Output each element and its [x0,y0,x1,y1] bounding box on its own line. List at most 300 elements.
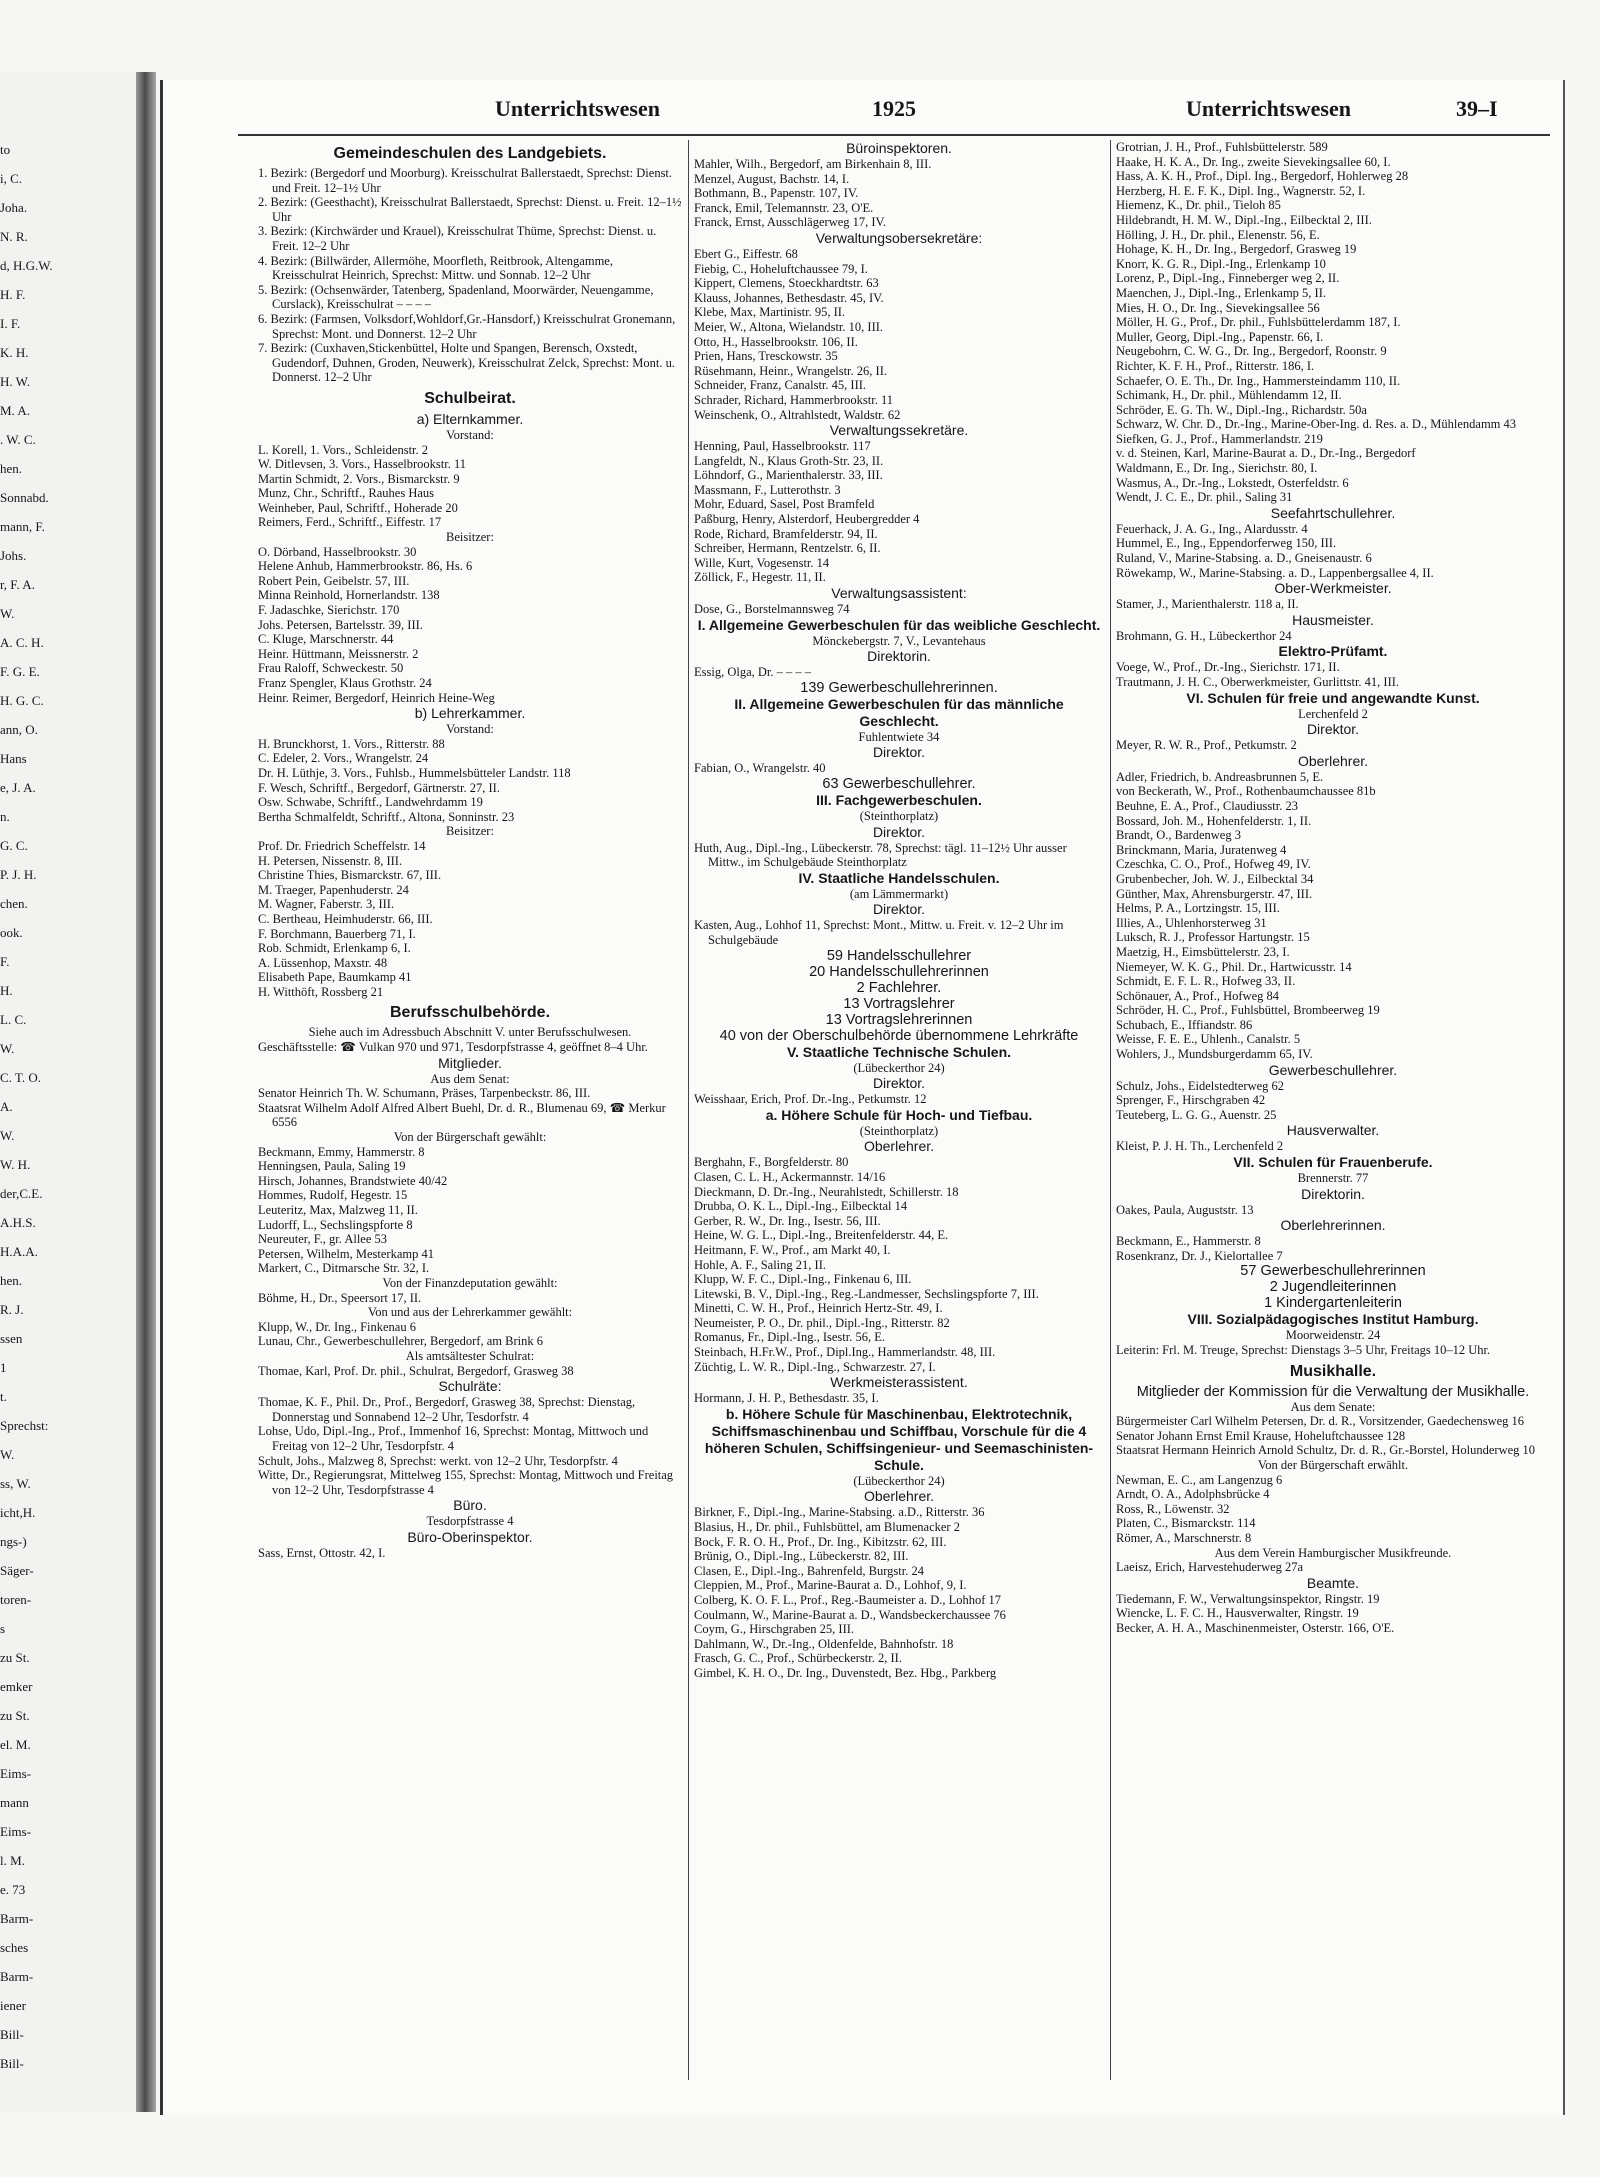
entry: Becker, A. H. A., Maschinenmeister, Osterstr. 166, O'E. [1116,1620,1395,1635]
school-heading: VI. Schulen für freie und angewandte Kunst. [1186,689,1480,706]
staff-count: 20 Handelsschullehrerinnen [809,963,989,980]
staff-count: 2 Fachlehrer. [856,979,942,996]
entry: Schubach, E., Iffiandstr. 86 [1116,1017,1253,1032]
section-heading: Musikhalle. [1289,1362,1377,1380]
entry: Menzel, August, Bachstr. 14, I. [694,171,850,186]
facing-page-text: N. R. [0,229,28,244]
facing-page-text: chen. [0,896,28,911]
entry: Lohse, Udo, Dipl.-Ing., Prof., Immenhof 16, Sprechst: Montag, Mittwoch und Freitag von 12–2 Uhr, Tesdorpfstr. 4 [258,1424,649,1453]
centered-note: Aus dem Senat: [430,1071,510,1086]
centered-note: Beisitzer: [446,824,494,839]
entry: Voege, W., Prof., Dr.-Ing., Sierichstr. 171, II. [1116,660,1340,675]
entry: Löhndorf, G., Marienthalerstr. 33, III. [694,468,883,483]
entry: Knorr, K. G. R., Dipl.-Ing., Erlenkamp 10 [1116,256,1326,271]
subsection-heading: Schulräte: [438,1378,502,1395]
entry: Markert, C., Ditmarsche Str. 32, I. [258,1261,430,1276]
entry: Munz, Chr., Schriftf., Rauhes Haus [258,486,435,501]
entry: Maenchen, J., Dipl.-Ing., Erlenkamp 5, II. [1116,285,1327,300]
entry: Coym, G., Hirschgraben 25, III. [694,1622,855,1637]
facing-page-text: F. [0,954,10,969]
facing-page-text: sches [0,1940,29,1955]
entry: Dr. H. Lüthje, 3. Vors., Fuhlsb., Hummelsbütteler Landstr. 118 [258,765,571,780]
entry: Möller, H. G., Prof., Dr. phil., Fuhlsbüttelerdamm 187, I. [1116,315,1401,330]
entry: Clasen, E., Dipl.-Ing., Bahrenfeld, Burgstr. 24 [694,1563,924,1578]
entry: Colberg, K. O. F. L., Prof., Reg.-Baumeister a. D., Lohhof 17 [694,1593,1002,1607]
entry: Grubenbecher, Joh. W. J., Eilbecktal 34 [1116,871,1314,886]
facing-page-text: W. [0,1128,15,1143]
entry: Minna Reinhold, Hornerlandstr. 138 [258,588,440,603]
facing-page-text: H.A.A. [0,1244,38,1259]
subsection-heading: Hausverwalter. [1286,1122,1380,1139]
entry: Helms, P. A., Lortzingstr. 15, III. [1116,901,1280,916]
entry: Brünig, O., Dipl.-Ing., Lübeckerstr. 82, III. [694,1549,909,1564]
entry: Hirsch, Johannes, Brandstwiete 40/42 [258,1173,448,1188]
facing-page-text: i, C. [0,171,23,186]
entry: Frasch, G. C., Prof., Schürbeckerstr. 2, II. [694,1651,902,1666]
entry: Essig, Olga, Dr. – – – – [694,665,812,680]
running-header [160,96,1560,130]
entry: Platen, C., Bismarckstr. 114 [1116,1516,1256,1531]
facing-page-text: H. W. [0,374,30,389]
entry: Klauss, Johannes, Bethesdastr. 45, IV. [694,290,884,305]
facing-page-text: t. [0,1389,7,1404]
entry: Neugebohrn, C. W. G., Dr. Ing., Bergedorf, Roonstr. 9 [1116,344,1387,359]
entry: Arndt, O. A., Adolphsbrücke 4 [1116,1487,1270,1502]
school-heading: III. Fachgewerbeschulen. [816,792,982,808]
entry: Beckmann, Emmy, Hammerstr. 8 [258,1144,425,1159]
entry: Muller, Georg, Dipl.-Ing., Papenstr. 66, I. [1116,329,1324,344]
facing-page-text: icht,H. [0,1505,36,1520]
facing-page-text: e, J. A. [0,780,36,795]
subsection-heading: b) Lehrerkammer. [414,705,526,722]
facing-page-text: s [0,1621,6,1636]
school-heading: II. Allgemeine Gewerbeschulen für das männliche Geschlecht. [734,695,1064,729]
column-divider [688,140,689,2080]
centered-note: Siehe auch im Adressbuch Abschnitt V. unter Berufsschulwesen. [308,1025,632,1040]
entry: Wiencke, L. F. C. H., Hausverwalter, Ringstr. 19 [1116,1606,1359,1621]
facing-page-text: W. [0,1041,15,1056]
entry: Niemeyer, W. K. G., Phil. Dr., Hartwicusstr. 14 [1116,959,1352,974]
facing-page-text: Sonnabd. [0,490,49,505]
staff-count: 13 Vortragslehrer [843,995,955,1012]
entry: Illies, A., Uhlenhorsterweg 31 [1116,915,1267,930]
entry: Leuteritz, Max, Malzweg 11, II. [258,1203,418,1217]
entry: Gimbel, K. H. O., Dr. Ing., Duvenstedt, Bez. Hbg., Parkberg [694,1665,997,1680]
entry: Lunau, Chr., Gewerbeschullehrer, Bergedorf, am Brink 6 [258,1334,543,1349]
facing-page-text: C. T. O. [0,1070,42,1085]
entry: A. Lüssenhop, Maxstr. 48 [258,955,388,970]
entry: M. Traeger, Papenhuderstr. 24 [258,882,409,897]
entry: Schrader, Richard, Hammerbrookstr. 11 [694,392,893,407]
header-left: Unterrichtswesen [495,96,660,121]
entry: 7. Bezirk: (Cuxhaven,Stickenbüttel, Holte und Spangen, Berensch, Oxstedt, Gudendorf, Duhnen, Groden, Neuwerk), Kreisschulrat Zelck, Sprechst: Mont. u. Donnerst. 12–2 Uhr [258,341,676,385]
subsection-heading: Verwaltungssekretäre. [829,422,969,439]
facing-page-text: W. H. [0,1157,31,1172]
entry: F. Wesch, Schriftf., Bergedorf, Gärtnerstr. 27, II. [258,780,500,795]
entry: Witte, Dr., Regierungsrat, Mittelweg 155, Sprechst: Montag, Mittwoch und Freitag von 12–2 Uhr, Tesdorpfstrasse 4 [258,1468,674,1497]
book-gutter [136,72,156,2112]
entry: Otto, H., Hasselbrookstr. 106, II. [694,334,858,349]
entry: Weisshaar, Erich, Prof. Dr.-Ing., Petkumstr. 12 [694,1092,927,1107]
entry: Schaefer, O. E. Th., Dr. Ing., Hammersteindamm 110, II. [1116,373,1401,388]
subsection-heading: Gewerbeschullehrer. [1268,1061,1398,1078]
entry: Römer, A., Marschnerstr. 8 [1116,1530,1252,1545]
entry: Weinschenk, O., Altrahlstedt, Waldstr. 62 [694,407,901,422]
centered-note: (Steinthorplatz) [859,1123,939,1138]
facing-page-text: 1 [0,1360,7,1375]
entry: Züchtig, L. W. R., Dipl.-Ing., Schwarzestr. 27, I. [694,1359,936,1374]
entry: Waldmann, E., Dr. Ing., Sierichstr. 80, I. [1116,461,1318,476]
entry: Meier, W., Altona, Wielandstr. 10, III. [694,319,884,334]
facing-page-text: H. [0,983,13,998]
entry: Brinckmann, Maria, Juratenweg 4 [1116,842,1287,857]
school-heading: VIII. Sozialpädagogisches Institut Hamburg. [1187,1311,1479,1328]
school-heading: b. Höhere Schule für Maschinenbau, Elektrotechnik, Schiffsmaschinenbau und Schiffbau, Vorschule für die 4 höheren Schulen, Schiffsingenieur- und Seemaschinisten-Schule. [704,1405,1094,1473]
entry: 4. Bezirk: (Billwärder, Allermöhe, Moorfleth, Reitbrook, Altengamme, Kreisschulrat Heinrich, Sprechst: Mittw. und Sonnab. 12–2 Uhr [258,253,613,283]
entry: M. Wagner, Faberstr. 3, III. [258,897,395,912]
facing-page-text: iener [0,1998,26,2013]
facing-page-text: toren- [0,1592,32,1607]
entry: Birkner, F., Dipl.-Ing., Marine-Stabsing. a.D., Ritterstr. 36 [694,1505,985,1520]
facing-page-text: l. M. [0,1853,25,1868]
entry: Gerber, R. W., Dr. Ing., Isestr. 56, III. [694,1213,881,1228]
facing-page-text: Sprechst: [0,1418,49,1433]
entry: Bock, F. R. O. H., Prof., Dr. Ing., Kibitzstr. 62, III. [694,1534,947,1549]
entry: Mahler, Wilh., Bergedorf, am Birkenhain 8, III. [694,157,932,171]
entry: Blasius, H., Dr. phil., Fuhlsbüttel, am Blumenacker 2 [694,1520,960,1535]
entry: Schmidt, E. F. L. R., Hofweg 33, II. [1116,974,1296,989]
entry: Hohle, A. F., Saling 21, II. [694,1257,826,1272]
entry: Kippert, Clemens, Stoeckhardtstr. 63 [694,276,879,291]
facing-page-text: der,C.E. [0,1186,43,1201]
entry: Feuerhack, J. A. G., Ing., Alardusstr. 4 [1116,521,1308,536]
entry: Senator Heinrich Th. W. Schumann, Präses, Tarpenbeckstr. 86, III. [258,1086,591,1101]
staff-count: 139 Gewerbeschullehrerinnen. [800,679,998,696]
entry: Senator Johann Ernst Emil Krause, Hoheluftchaussee 128 [1116,1428,1406,1443]
centered-note: Von der Bürgerschaft gewählt: [393,1130,547,1145]
section-heading: Berufsschulbehörde. [389,1004,551,1022]
staff-count: Mitglieder der Kommission für die Verwaltung der Musikhalle. [1136,1383,1530,1400]
centered-note: Vorstand: [446,722,494,737]
entry: Brandt, O., Bardenweg 3 [1116,828,1241,843]
entry: Ruland, V., Marine-Stabsing. a. D., Gneisenaustr. 6 [1116,551,1372,566]
facing-page-fragment [0,72,150,2112]
entry: Hommes, Rudolf, Hegestr. 15 [258,1188,408,1203]
entry: Weisse, F. E. E., Uhlenh., Canalstr. 5 [1116,1032,1301,1047]
subsection-heading: Direktor. [872,744,926,761]
header-right: Unterrichtswesen [1186,96,1351,121]
facing-page-text: I. F. [0,316,21,331]
entry: Neumeister, P. O., Dr. phil., Dipl.-Ing., Ritterstr. 82 [694,1315,950,1330]
entry: Johs. Petersen, Bartelsstr. 39, III. [258,617,423,632]
staff-count: 57 Gewerbeschullehrerinnen [1240,1263,1426,1280]
entry: Leiterin: Frl. M. Treuge, Sprechst: Dienstags 3–5 Uhr, Freitags 10–12 Uhr. [1116,1343,1491,1357]
facing-page-text: Barm- [0,1911,34,1926]
facing-page-text: H. G. C. [0,693,44,708]
facing-page-text: ss, W. [0,1476,31,1491]
school-heading: V. Staatliche Technische Schulen. [786,1043,1012,1060]
entry: Hummel, E., Ing., Eppendorferweg 150, III. [1116,536,1337,551]
entry: Frau Raloff, Schweckestr. 50 [258,661,404,676]
entry: Clasen, C. L. H., Ackermannstr. 14/16 [694,1169,886,1184]
entry: Kasten, Aug., Lohhof 11, Sprechst: Mont., Mittw. u. Freit. v. 12–2 Uhr im Schulgebäude [694,918,1064,947]
entry: von Beckerath, W., Prof., Rothenbaumchaussee 81b [1116,784,1376,799]
subsection-heading: Ober-Werkmeister. [1274,580,1392,597]
entry: H. Brunckhorst, 1. Vors., Ritterstr. 88 [258,736,445,751]
entry: Rosenkranz, Dr. J., Kielortallee 7 [1116,1248,1283,1263]
facing-page-text: Eims- [0,1766,32,1781]
entry: Robert Pein, Geibelstr. 57, III. [258,573,410,588]
entry: Brohmann, G. H., Lübeckerthor 24 [1116,628,1292,643]
facing-page-text: H. F. [0,287,26,302]
entry: Huth, Aug., Dipl.-Ing., Lübeckerstr. 78, Sprechst: tägl. 11–12½ Uhr ausser Mittw., im Schulgebäude Steinthorplatz [694,840,1067,870]
entry: Fabian, O., Wrangelstr. 40 [694,761,826,776]
entry: Schwarz, W. Chr. D., Dr.-Ing., Marine-Ober-Ing. d. Res. a. D., Mühlendamm 43 [1116,417,1517,432]
entry: Franck, Emil, Telemannstr. 23, O'E. [694,200,874,215]
entry: 5. Bezirk: (Ochsenwärder, Tatenberg, Spadenland, Moorwärder, Neuengamme, Curslack), Kreisschulrat – – – – [258,282,654,312]
entry: Günther, Max, Ahrensburgerstr. 47, III. [1116,886,1313,901]
subsection-heading: Werkmeisterassistent. [830,1374,968,1391]
column-divider [1110,140,1111,2080]
centered-note: Fuhlentwiete 34 [858,729,940,744]
subsection-heading: Verwaltungsassistent: [831,585,967,602]
entry: 3. Bezirk: (Kirchwärder und Krauel), Kreisschulrat Thüme, Sprechst: Dienst. u. Freit. 12–2 Uhr [258,224,657,253]
entry: Minetti, C. W. H., Prof., Heinrich Hertz-Str. 49, I. [694,1301,943,1316]
entry: Elisabeth Pape, Baumkamp 41 [258,970,412,985]
subsection-heading: Direktor. [872,823,926,840]
entry: Dose, G., Borstelmannsweg 74 [694,602,850,617]
subsection-heading: Oberlehrer. [863,1138,935,1155]
entry: Coulmann, W., Marine-Baurat a. D., Wandsbeckerchaussee 76 [694,1607,1006,1622]
facing-page-text: K. H. [0,345,29,360]
entry: Tiedemann, F. W., Verwaltungsinspektor, Ringstr. 19 [1116,1591,1380,1606]
entry: Rob. Schmidt, Erlenkamp 6, I. [258,941,411,956]
entry: Prof. Dr. Friedrich Scheffelstr. 14 [258,838,426,853]
facing-page-text: zu St. [0,1708,30,1723]
entry: Czeschka, C. O., Prof., Hofweg 49, IV. [1116,857,1311,872]
subsection-heading: Büro-Oberinspektor. [407,1528,533,1545]
header-page-number: 39–I [1456,96,1498,121]
entry: Wohlers, J., Mundsburgerdamm 65, IV. [1116,1047,1313,1062]
entry: Bothmann, B., Papenstr. 107, IV. [694,186,859,201]
entry: Ross, R., Löwenstr. 32 [1116,1501,1230,1516]
entry: Staatsrat Hermann Heinrich Arnold Schultz, Dr. d. R., Gr.-Borstel, Holunderweg 10 [1116,1443,1536,1458]
facing-page-text: d, H.G.W. [0,258,53,273]
entry: Siefken, G. J., Prof., Hammerlandstr. 219 [1116,431,1323,446]
header-rule [238,134,1550,136]
facing-page-text: Johs. [0,548,27,563]
subsection-heading: Hausmeister. [1292,611,1374,628]
entry: Schröder, H. C., Prof., Fuhlsbüttel, Brombeerweg 19 [1116,1003,1380,1018]
header-year: 1925 [872,96,916,121]
entry: Thomae, Karl, Prof. Dr. phil., Schulrat, Bergedorf, Grasweg 38 [258,1363,574,1378]
entry: Teuteberg, L. G. G., Auenstr. 25 [1116,1107,1277,1122]
entry: Kleist, P. J. H. Th., Lerchenfeld 2 [1116,1139,1284,1154]
entry: Ebert G., Eiffestr. 68 [694,246,798,261]
facing-page-text: ann, O. [0,722,38,737]
entry: Meyer, R. W. R., Prof., Petkumstr. 2 [1116,738,1297,753]
facing-page-text: el. M. [0,1737,31,1752]
facing-page-text: e. 73 [0,1882,26,1897]
entry: Schneider, Franz, Canalstr. 45, III. [694,378,867,393]
entry: Prien, Hans, Tresckowstr. 35 [694,349,838,364]
entry: Mies, H. O., Dr. Ing., Sievekingsallee 56 [1116,300,1320,315]
entry: Bossard, Joh. M., Hohenfelderstr. 1, II. [1116,813,1312,828]
centered-note: Aus dem Verein Hamburgischer Musikfreunde. [1214,1545,1452,1560]
entry: W. Ditlevsen, 3. Vors., Hasselbrookstr. 11 [258,457,466,472]
subsection-heading: Direktorin. [867,648,931,665]
entry: Oakes, Paula, Auguststr. 13 [1116,1202,1254,1217]
entry: Franz Spengler, Klaus Grothstr. 24 [258,676,432,690]
entry: H. Witthöft, Rossberg 21 [258,984,384,999]
facing-page-text: Bill- [0,2056,24,2071]
facing-page-text: Joha. [0,200,28,215]
facing-page-text: L. C. [0,1012,27,1027]
entry: Hölling, J. H., Dr. phil., Elenenstr. 56, E. [1116,227,1320,242]
entry: Heitmann, F. W., Prof., am Markt 40, I. [694,1242,891,1257]
entry: Martin Schmidt, 2. Vors., Bismarckstr. 9 [258,471,460,486]
facing-page-text: W. [0,1447,15,1462]
facing-page-text: hen. [0,1273,23,1288]
entry: Helene Anhub, Hammerbrookstr. 86, Hs. 6 [258,559,473,574]
facing-page-text: ssen [0,1331,23,1346]
staff-count: 40 von der Oberschulbehörde übernommene Lehrkräfte [719,1027,1079,1044]
entry: Klupp, W. F. C., Dipl.-Ing., Finkenau 6, III. [694,1272,912,1287]
entry: Trautmann, J. H. C., Oberwerkmeister, Gurlittstr. 41, III. [1116,675,1400,689]
staff-count: 2 Jugendleiterinnen [1269,1279,1397,1296]
staff-count: 59 Handelsschullehrer [826,947,972,964]
entry: C. Bertheau, Heimhuderstr. 66, III. [258,911,433,926]
facing-page-text: P. J. H. [0,867,37,882]
entry: C. Kluge, Marschnerstr. 44 [258,632,394,647]
entry: Bürgermeister Carl Wilhelm Petersen, Dr. d. R., Vorsitzender, Gaedechensweg 16 [1116,1414,1525,1429]
subsection-heading: Direktor. [872,1075,926,1092]
entry: Reimers, Ferd., Schriftf., Eiffestr. 17 [258,515,442,530]
entry: Christine Thies, Bismarckstr. 67, III. [258,868,442,883]
entry: Lorenz, P., Dipl.-Ing., Finneberger weg 2, II. [1116,271,1340,286]
facing-page-text: Hans [0,751,27,766]
entry: Sprenger, F., Hirschgraben 42 [1116,1093,1266,1108]
entry: Schönauer, A., Prof., Hofweg 84 [1116,988,1280,1003]
facing-page-text: . W. C. [0,432,36,447]
entry: Wendt, J. C. E., Dr. phil., Saling 31 [1116,490,1293,505]
entry: Massmann, F., Lutterothstr. 3 [694,482,841,497]
entry: 6. Bezirk: (Farmsen, Volksdorf,Wohldorf,Gr.-Hansdorf,) Kreisschulrat Gronemann, Sprechst: Mont. und Donnerst. 12–2 Uhr [258,311,676,341]
entry: Schult, Johs., Malzweg 8, Sprechst: werkt. von 12–2 Uhr, Tesdorpfstr. 4 [258,1453,618,1468]
school-heading: a. Höhere Schule für Hoch- und Tiefbau. [765,1106,1033,1123]
entry: Dahlmann, W., Dr.-Ing., Oldenfelde, Bahnhofstr. 18 [694,1636,954,1651]
school-heading: IV. Staatliche Handelsschulen. [798,869,1000,886]
entry: 1. Bezirk: (Bergedorf und Moorburg). Kreisschulrat Ballerstaedt, Sprechst: Dienst. und Freit. 12–1½ Uhr [258,166,673,195]
entry: Richter, K. F. H., Prof., Ritterstr. 186, I. [1116,358,1315,373]
column-3 [1116,140,1550,1636]
facing-page-text: n. [0,809,10,824]
facing-page-text: A.H.S. [0,1215,36,1230]
entry: Stamer, J., Marienthalerstr. 118 a, II. [1116,597,1299,612]
subsection-heading: Direktorin. [1301,1185,1365,1202]
entry: Ludorff, L., Sechslingspforte 8 [258,1217,413,1232]
staff-count: 13 Vortragslehrerinnen [825,1011,973,1028]
centered-note: Als amtsältester Schulrat: [405,1348,535,1363]
facing-page-text: emker [0,1679,33,1694]
entry: Heinr. Hüttmann, Meissnerstr. 2 [258,646,419,661]
entry: Staatsrat Wilhelm Adolf Alfred Albert Buehl, Dr. d. R., Blumenau 69, ☎ Merkur 6556 [258,1100,666,1130]
subsection-heading: Verwaltungsobersekretäre: [815,229,983,246]
entry: Romanus, Fr., Dipl.-Ing., Isestr. 56, E. [694,1330,885,1345]
centered-note: (am Lämmermarkt) [849,886,949,901]
facing-page-text: mann, F. [0,519,45,534]
entry: Steinbach, H.Fr.W., Prof., Dipl.Ing., Hammerlandstr. 48, III. [694,1345,996,1360]
centered-note: Aus dem Senate: [1290,1399,1376,1414]
entry: Sass, Ernst, Ottostr. 42, I. [258,1545,386,1560]
entry: Adler, Friedrich, b. Andreasbrunnen 5, E. [1116,769,1324,784]
column-1 [258,140,682,1560]
entry: Laeisz, Erich, Harvestehuderweg 27a [1116,1560,1304,1575]
entry: Petersen, Wilhelm, Mesterkamp 41 [258,1246,434,1261]
facing-page-text: Säger- [0,1563,34,1578]
centered-note: (Lübeckerthor 24) [853,1473,945,1488]
entry: Rüsehmann, Heinr., Wrangelstr. 26, II. [694,363,887,378]
entry: Maetzig, H., Eimsbüttelerstr. 23, I. [1116,944,1290,959]
entry: Fiebig, C., Hoheluftchaussee 79, I. [694,261,868,276]
entry: O. Dörband, Hasselbrookstr. 30 [258,544,417,559]
subsection-heading: Büroinspektoren. [846,140,952,156]
entry: Cleppien, M., Prof., Marine-Baurat a. D., Lohhof, 9, I. [694,1578,967,1593]
entry: Osw. Schwabe, Schriftf., Landwehrdamm 19 [258,795,483,810]
entry: Hildebrandt, H. M. W., Dipl.-Ing., Eilbecktal 2, III. [1116,212,1372,227]
entry: Franck, Ernst, Ausschlägerweg 17, IV. [694,215,887,230]
centered-note: Von der Finanzdeputation gewählt: [382,1275,558,1290]
facing-page-text: mann [0,1795,29,1810]
facing-page-text: G. C. [0,838,28,853]
entry: Langfeldt, N., Klaus Groth-Str. 23, II. [694,453,884,468]
entry: Hass, A. K. H., Prof., Dipl. Ing., Bergedorf, Hohlerweg 28 [1116,169,1409,184]
entry: Newman, E. C., am Langenzug 6 [1116,1472,1283,1487]
subsection-heading: Oberlehrer. [1297,752,1369,769]
entry: Klupp, W., Dr. Ing., Finkenau 6 [258,1319,416,1334]
centered-note: Tesdorpfstrasse 4 [426,1514,514,1529]
centered-note: Beisitzer: [446,530,494,545]
entry: Schimank, H., Dr. phil., Mühlendamm 12, II. [1116,388,1342,403]
facing-page-text: ook. [0,925,23,940]
entry: Grotrian, J. H., Prof., Fuhlsbüttelerstr. 589 [1116,140,1328,154]
section-heading: Gemeindeschulen des Landgebiets. [333,145,607,162]
entry: Zöllick, F., Hegestr. 11, II. [694,570,826,585]
facing-page-text: M. A. [0,403,30,418]
facing-page-text: R. J. [0,1302,24,1317]
staff-count: 1 Kindergartenleiterin [1264,1295,1402,1312]
entry: F. Borchmann, Bauerberg 71, I. [258,926,416,941]
entry: H. Petersen, Nissenstr. 8, III. [258,853,403,868]
entry: L. Korell, 1. Vors., Schleidenstr. 2 [258,442,429,457]
entry: Heine, W. G. L., Dipl.-Ing., Breitenfelderstr. 44, E. [694,1228,949,1243]
entry: Paßburg, Henry, Alsterdorf, Heubergredder 4 [694,512,920,527]
entry: C. Edeler, 2. Vors., Wrangelstr. 24 [258,751,429,766]
subsection-heading: Direktor. [1306,721,1360,738]
entry: Klebe, Max, Martinistr. 95, II. [694,305,846,320]
facing-page-text: A. C. H. [0,635,44,650]
entry: Bertha Schmalfeldt, Schriftf., Altona, Sonninstr. 23 [258,809,515,824]
entry: Weinheber, Paul, Schriftf., Hoherade 20 [258,500,458,515]
entry: 2. Bezirk: (Geesthacht), Kreisschulrat Ballerstaedt, Sprechst: Dienst. u. Freit. 12–1½ Uhr [258,195,682,224]
centered-note: Von der Bürgerschaft erwählt. [1257,1457,1409,1472]
subsection-heading: Oberlehrerinnen. [1280,1217,1386,1234]
facing-page-text: A. [0,1099,13,1114]
entry: Neureuter, F., gr. Allee 53 [258,1232,388,1247]
centered-note: Mönckebergstr. 7, V., Levantehaus [812,633,986,648]
school-heading: I. Allgemeine Gewerbeschulen für das weibliche Geschlecht. [697,616,1101,633]
school-heading: Elektro-Prüfamt. [1278,643,1388,660]
